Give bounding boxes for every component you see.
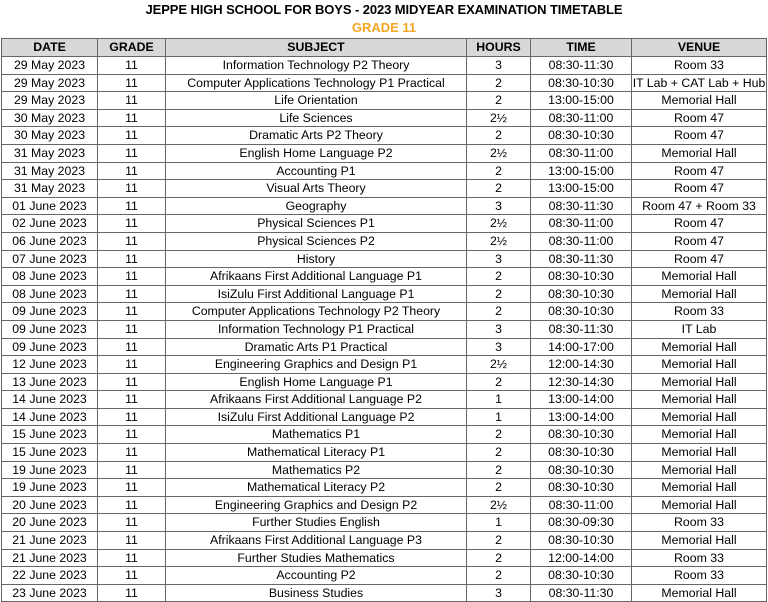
time-cell: 08:30-10:30	[531, 285, 632, 303]
venue-cell: Room 33	[632, 57, 767, 75]
hours-cell: 2	[467, 162, 531, 180]
subject-cell: Physical Sciences P1	[166, 215, 467, 233]
table-row	[2, 180, 767, 198]
venue-cell: Room 33	[632, 303, 767, 321]
grade-cell: 11	[98, 232, 166, 250]
hours-cell: 1	[467, 514, 531, 532]
table-row	[2, 496, 767, 514]
venue-cell: Memorial Hall	[632, 461, 767, 479]
date-cell: 30 May 2023	[2, 127, 98, 145]
table-row	[2, 514, 767, 532]
grade-cell: 11	[98, 197, 166, 215]
time-cell: 13:00-15:00	[531, 180, 632, 198]
table-row	[2, 250, 767, 268]
table-row	[2, 144, 767, 162]
grade-cell: 11	[98, 444, 166, 462]
time-cell: 08:30-10:30	[531, 268, 632, 286]
subject-cell: Afrikaans First Additional Language P3	[166, 532, 467, 550]
hours-cell: 2	[467, 268, 531, 286]
grade-cell: 11	[98, 408, 166, 426]
table-row	[2, 567, 767, 585]
subject-cell: History	[166, 250, 467, 268]
timetable-body	[2, 57, 767, 602]
hours-cell: 3	[467, 250, 531, 268]
table-row	[2, 391, 767, 409]
subject-cell: Life Sciences	[166, 109, 467, 127]
subject-cell: Visual Arts Theory	[166, 180, 467, 198]
venue-cell: Room 47	[632, 215, 767, 233]
date-cell: 12 June 2023	[2, 356, 98, 374]
venue-cell: Memorial Hall	[632, 338, 767, 356]
subject-cell: Accounting P1	[166, 162, 467, 180]
table-row	[2, 479, 767, 497]
subject-cell: IsiZulu First Additional Language P2	[166, 408, 467, 426]
date-cell: 31 May 2023	[2, 180, 98, 198]
hours-cell: 2	[467, 285, 531, 303]
hours-cell: 2	[467, 74, 531, 92]
time-cell: 08:30-11:00	[531, 144, 632, 162]
grade-cell: 11	[98, 127, 166, 145]
time-cell: 08:30-11:30	[531, 320, 632, 338]
time-cell: 08:30-09:30	[531, 514, 632, 532]
grade-cell: 11	[98, 496, 166, 514]
date-cell: 22 June 2023	[2, 567, 98, 585]
table-row	[2, 92, 767, 110]
venue-cell: Room 47	[632, 250, 767, 268]
table-row	[2, 127, 767, 145]
column-header-subject: SUBJECT	[166, 39, 467, 57]
time-cell: 08:30-10:30	[531, 461, 632, 479]
hours-cell: 3	[467, 320, 531, 338]
hours-cell: 2	[467, 303, 531, 321]
time-cell: 13:00-15:00	[531, 162, 632, 180]
time-cell: 08:30-10:30	[531, 479, 632, 497]
subject-cell: English Home Language P2	[166, 144, 467, 162]
date-cell: 01 June 2023	[2, 197, 98, 215]
hours-cell: 2	[467, 567, 531, 585]
venue-cell: Room 33	[632, 567, 767, 585]
hours-cell: 2	[467, 92, 531, 110]
grade-cell: 11	[98, 180, 166, 198]
venue-cell: IT Lab + CAT Lab + Hub	[632, 74, 767, 92]
time-cell: 08:30-11:30	[531, 57, 632, 75]
table-row	[2, 162, 767, 180]
grade-cell: 11	[98, 144, 166, 162]
venue-cell: Room 47 + Room 33	[632, 197, 767, 215]
table-row	[2, 74, 767, 92]
grade-cell: 11	[98, 584, 166, 602]
subject-cell: Geography	[166, 197, 467, 215]
hours-cell: 2½	[467, 356, 531, 374]
grade-cell: 11	[98, 356, 166, 374]
hours-cell: 2	[467, 532, 531, 550]
time-cell: 08:30-11:00	[531, 215, 632, 233]
grade-cell: 11	[98, 303, 166, 321]
table-row	[2, 461, 767, 479]
grade-cell: 11	[98, 549, 166, 567]
hours-cell: 2	[467, 180, 531, 198]
date-cell: 29 May 2023	[2, 74, 98, 92]
date-cell: 31 May 2023	[2, 162, 98, 180]
time-cell: 08:30-11:30	[531, 584, 632, 602]
table-row	[2, 232, 767, 250]
venue-cell: Memorial Hall	[632, 444, 767, 462]
time-cell: 08:30-10:30	[531, 567, 632, 585]
venue-cell: Room 33	[632, 549, 767, 567]
hours-cell: 3	[467, 197, 531, 215]
date-cell: 08 June 2023	[2, 285, 98, 303]
table-row	[2, 338, 767, 356]
venue-cell: Memorial Hall	[632, 479, 767, 497]
time-cell: 08:30-11:00	[531, 232, 632, 250]
hours-cell: 2	[467, 373, 531, 391]
date-cell: 09 June 2023	[2, 320, 98, 338]
date-cell: 20 June 2023	[2, 514, 98, 532]
subject-cell: English Home Language P1	[166, 373, 467, 391]
venue-cell: Room 47	[632, 180, 767, 198]
venue-cell: Memorial Hall	[632, 144, 767, 162]
grade-cell: 11	[98, 215, 166, 233]
date-cell: 29 May 2023	[2, 92, 98, 110]
timetable-table	[1, 38, 767, 602]
venue-cell: Room 47	[632, 162, 767, 180]
table-row	[2, 444, 767, 462]
table-row	[2, 584, 767, 602]
subject-cell: Engineering Graphics and Design P2	[166, 496, 467, 514]
grade-cell: 11	[98, 514, 166, 532]
venue-cell: Memorial Hall	[632, 92, 767, 110]
grade-cell: 11	[98, 57, 166, 75]
time-cell: 08:30-11:30	[531, 197, 632, 215]
time-cell: 13:00-14:00	[531, 408, 632, 426]
venue-cell: IT Lab	[632, 320, 767, 338]
grade-cell: 11	[98, 162, 166, 180]
date-cell: 14 June 2023	[2, 408, 98, 426]
table-row	[2, 532, 767, 550]
date-cell: 31 May 2023	[2, 144, 98, 162]
column-header-venue: VENUE	[632, 39, 767, 57]
date-cell: 30 May 2023	[2, 109, 98, 127]
time-cell: 08:30-10:30	[531, 426, 632, 444]
hours-cell: 2	[467, 479, 531, 497]
table-row	[2, 215, 767, 233]
grade-cell: 11	[98, 461, 166, 479]
grade-cell: 11	[98, 74, 166, 92]
time-cell: 08:30-11:00	[531, 496, 632, 514]
hours-cell: 3	[467, 584, 531, 602]
grade-cell: 11	[98, 426, 166, 444]
time-cell: 13:00-14:00	[531, 391, 632, 409]
subject-cell: Mathematical Literacy P2	[166, 479, 467, 497]
subject-cell: Accounting P2	[166, 567, 467, 585]
grade-cell: 11	[98, 391, 166, 409]
date-cell: 19 June 2023	[2, 461, 98, 479]
venue-cell: Memorial Hall	[632, 584, 767, 602]
hours-cell: 2	[467, 549, 531, 567]
column-header-time: TIME	[531, 39, 632, 57]
hours-cell: 2	[467, 461, 531, 479]
table-row	[2, 320, 767, 338]
venue-cell: Memorial Hall	[632, 285, 767, 303]
venue-cell: Memorial Hall	[632, 408, 767, 426]
grade-cell: 11	[98, 268, 166, 286]
hours-cell: 3	[467, 338, 531, 356]
table-row	[2, 549, 767, 567]
venue-cell: Memorial Hall	[632, 426, 767, 444]
table-header-row	[2, 39, 767, 57]
hours-cell: 2	[467, 444, 531, 462]
venue-cell: Memorial Hall	[632, 496, 767, 514]
time-cell: 08:30-10:30	[531, 127, 632, 145]
date-cell: 13 June 2023	[2, 373, 98, 391]
time-cell: 12:30-14:30	[531, 373, 632, 391]
date-cell: 08 June 2023	[2, 268, 98, 286]
grade-cell: 11	[98, 285, 166, 303]
time-cell: 08:30-10:30	[531, 303, 632, 321]
venue-cell: Memorial Hall	[632, 391, 767, 409]
venue-cell: Memorial Hall	[632, 356, 767, 374]
venue-cell: Memorial Hall	[632, 268, 767, 286]
time-cell: 13:00-15:00	[531, 92, 632, 110]
subject-cell: Dramatic Arts P2 Theory	[166, 127, 467, 145]
grade-subtitle: GRADE 11	[351, 20, 417, 35]
date-cell: 07 June 2023	[2, 250, 98, 268]
table-row	[2, 285, 767, 303]
page-title: JEPPE HIGH SCHOOL FOR BOYS - 2023 MIDYEAR EXAMINATION TIMETABLE	[145, 2, 623, 17]
grade-cell: 11	[98, 373, 166, 391]
grade-cell: 11	[98, 250, 166, 268]
hours-cell: 2½	[467, 144, 531, 162]
date-cell: 15 June 2023	[2, 426, 98, 444]
grade-cell: 11	[98, 532, 166, 550]
table-row	[2, 197, 767, 215]
hours-cell: 2½	[467, 109, 531, 127]
time-cell: 08:30-10:30	[531, 74, 632, 92]
date-cell: 14 June 2023	[2, 391, 98, 409]
table-row	[2, 57, 767, 75]
date-cell: 19 June 2023	[2, 479, 98, 497]
table-row	[2, 303, 767, 321]
table-row	[2, 356, 767, 374]
table-row	[2, 373, 767, 391]
subject-cell: Information Technology P1 Practical	[166, 320, 467, 338]
subject-cell: Business Studies	[166, 584, 467, 602]
time-cell: 12:00-14:00	[531, 549, 632, 567]
hours-cell: 2½	[467, 215, 531, 233]
hours-cell: 2	[467, 127, 531, 145]
date-cell: 15 June 2023	[2, 444, 98, 462]
subject-cell: Computer Applications Technology P1 Practical	[166, 74, 467, 92]
subject-cell: Life Orientation	[166, 92, 467, 110]
subject-cell: Mathematics P1	[166, 426, 467, 444]
subject-cell: Mathematics P2	[166, 461, 467, 479]
subject-cell: Further Studies Mathematics	[166, 549, 467, 567]
date-cell: 21 June 2023	[2, 532, 98, 550]
table-row	[2, 408, 767, 426]
hours-cell: 1	[467, 391, 531, 409]
time-cell: 08:30-10:30	[531, 532, 632, 550]
grade-cell: 11	[98, 338, 166, 356]
venue-cell: Room 33	[632, 514, 767, 532]
date-cell: 02 June 2023	[2, 215, 98, 233]
hours-cell: 3	[467, 57, 531, 75]
date-cell: 23 June 2023	[2, 584, 98, 602]
subject-cell: Engineering Graphics and Design P1	[166, 356, 467, 374]
grade-cell: 11	[98, 109, 166, 127]
column-header-hours: HOURS	[467, 39, 531, 57]
venue-cell: Memorial Hall	[632, 373, 767, 391]
hours-cell: 1	[467, 408, 531, 426]
date-cell: 29 May 2023	[2, 57, 98, 75]
time-cell: 12:00-14:30	[531, 356, 632, 374]
hours-cell: 2½	[467, 232, 531, 250]
table-row	[2, 268, 767, 286]
time-cell: 08:30-10:30	[531, 444, 632, 462]
subject-cell: Physical Sciences P2	[166, 232, 467, 250]
date-cell: 09 June 2023	[2, 303, 98, 321]
date-cell: 20 June 2023	[2, 496, 98, 514]
venue-cell: Room 47	[632, 109, 767, 127]
subject-cell: Afrikaans First Additional Language P1	[166, 268, 467, 286]
grade-cell: 11	[98, 320, 166, 338]
hours-cell: 2	[467, 426, 531, 444]
subject-cell: Mathematical Literacy P1	[166, 444, 467, 462]
grade-cell: 11	[98, 92, 166, 110]
venue-cell: Room 47	[632, 232, 767, 250]
date-cell: 09 June 2023	[2, 338, 98, 356]
date-cell: 21 June 2023	[2, 549, 98, 567]
grade-cell: 11	[98, 479, 166, 497]
date-cell: 06 June 2023	[2, 232, 98, 250]
venue-cell: Room 47	[632, 127, 767, 145]
table-row	[2, 109, 767, 127]
time-cell: 08:30-11:30	[531, 250, 632, 268]
subject-cell: IsiZulu First Additional Language P1	[166, 285, 467, 303]
hours-cell: 2½	[467, 496, 531, 514]
column-header-date: DATE	[2, 39, 98, 57]
subject-cell: Information Technology P2 Theory	[166, 57, 467, 75]
time-cell: 14:00-17:00	[531, 338, 632, 356]
subject-cell: Further Studies English	[166, 514, 467, 532]
venue-cell: Memorial Hall	[632, 532, 767, 550]
table-row	[2, 426, 767, 444]
grade-cell: 11	[98, 567, 166, 585]
subject-cell: Afrikaans First Additional Language P2	[166, 391, 467, 409]
subject-cell: Dramatic Arts P1 Practical	[166, 338, 467, 356]
time-cell: 08:30-11:00	[531, 109, 632, 127]
column-header-grade: GRADE	[98, 39, 166, 57]
subject-cell: Computer Applications Technology P2 Theory	[166, 303, 467, 321]
